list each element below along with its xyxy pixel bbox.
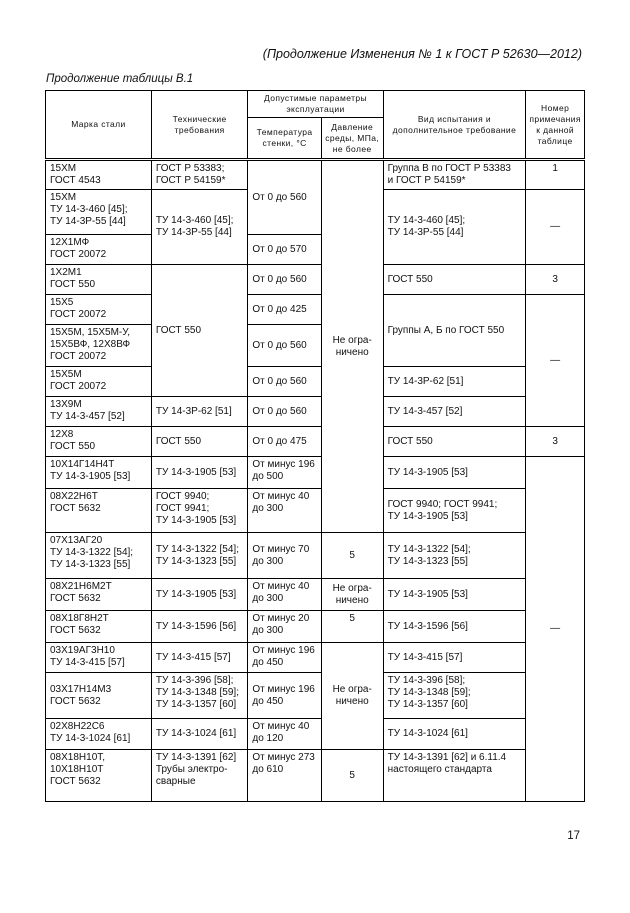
cell-line: 08Х21Н6М2Т [50, 581, 112, 592]
cell-test-type [383, 673, 526, 719]
cell-line: Трубы электро- [155, 764, 228, 775]
cell-line: ТУ 14-3-1348 [59]; [387, 687, 471, 698]
cell-note [526, 295, 585, 427]
cell-line: ГОСТ 4543 [50, 175, 101, 186]
cell-line: ТУ 14-3-1596 [56] [155, 620, 237, 632]
cell-line: ГОСТ 20072 [50, 249, 107, 260]
cell-line: 02Х8Н22С6 [50, 721, 105, 732]
header-test-type: Вид испытания и дополнительное требование [383, 91, 526, 160]
cell-tech [151, 750, 247, 802]
cell-line: От минус 40 [252, 491, 310, 502]
cell-grade [46, 750, 152, 802]
cell-temperature [248, 235, 321, 265]
cell-temperature [248, 533, 321, 579]
cell-line: 08Х22Н6Т [50, 491, 98, 502]
cell-line: От минус 196 [252, 683, 315, 695]
cell-line: От минус 196 [252, 645, 315, 656]
cell-line: ТУ 14-3Р-55 [44] [50, 216, 126, 227]
cell-line: 15Х5 [50, 297, 74, 308]
cell-line: — [550, 623, 561, 634]
cell-temperature [248, 643, 321, 673]
cell-line: 3 [552, 435, 558, 447]
cell-line: ТУ 14-3Р-62 [51] [155, 405, 232, 417]
cell-line: ТУ 14-3-1391 [62] [155, 752, 237, 763]
cell-temperature [248, 611, 321, 643]
cell-line: ГОСТ 5632 [50, 503, 101, 514]
cell-grade [46, 190, 152, 235]
cell-line: ТУ 14-3-460 [45]; [387, 215, 466, 226]
cell-pressure [321, 611, 383, 643]
cell-line: до 300 [252, 555, 284, 567]
cell-line: ТУ 14-3-460 [45]; [50, 204, 128, 215]
cell-tech [151, 719, 247, 750]
header-note-number: Номер примечания к данной таблице [526, 91, 585, 160]
cell-line: 07Х13АГ20 [50, 535, 103, 546]
cell-line: От 0 до 560 [252, 273, 307, 285]
cell-line: — [550, 354, 561, 366]
cell-line: ТУ 14-3-415 [57] [50, 657, 125, 668]
cell-line: 15Х5М, 15Х5М-У, [50, 327, 131, 338]
cell-note [526, 427, 585, 457]
cell-line: ТУ 14-3-1357 [60] [155, 699, 237, 710]
cell-line: ТУ 14-3-1322 [54]; [50, 547, 134, 558]
cell-pressure [321, 643, 383, 750]
cell-line: 12Х1МФ [50, 237, 90, 248]
cell-tech [151, 611, 247, 643]
cell-temperature [248, 673, 321, 719]
cell-note [526, 265, 585, 295]
cell-temperature [248, 295, 321, 325]
cell-grade [46, 265, 152, 295]
cell-line: ТУ 14-3-1024 [61] [50, 733, 131, 744]
cell-tech [151, 427, 247, 457]
cell-line: ТУ 14-3-1024 [61] [155, 728, 237, 739]
cell-line: От минус 20 [252, 613, 310, 624]
cell-line: От 0 до 475 [252, 435, 307, 447]
cell-line: до 500 [252, 471, 284, 482]
cell-line: ТУ 14-3-460 [45]; [155, 215, 234, 226]
cell-line: ТУ 14-3-1391 [62] и 6.11.4 [387, 752, 507, 763]
cell-line: и ГОСТ Р 54159* [387, 175, 466, 186]
cell-line: ГОСТ Р 54159* [155, 175, 226, 186]
cell-line: ТУ 14-3-1323 [55] [155, 555, 237, 567]
cell-line: Не огра- [332, 582, 372, 594]
cell-grade [46, 457, 152, 489]
cell-line: 3 [552, 273, 558, 285]
cell-line: От 0 до 560 [252, 375, 307, 387]
cell-line: ничено [335, 594, 369, 606]
cell-line: ничено [335, 346, 369, 358]
cell-tech [151, 397, 247, 427]
cell-line: ГОСТ 550 [155, 324, 201, 336]
cell-line: 08Х18Г8Н2Т [50, 613, 109, 624]
cell-line: ТУ 14-3-1905 [53] [387, 510, 468, 522]
cell-grade [46, 325, 152, 367]
cell-line: От 0 до 425 [252, 303, 307, 315]
cell-line: до 610 [252, 764, 284, 775]
cell-line: ТУ 14-3-1357 [60] [387, 699, 468, 710]
cell-line: ТУ 14-3-1322 [54]; [387, 543, 471, 555]
cell-line: ГОСТ 5632 [50, 625, 101, 636]
cell-line: ТУ 14-3-396 [58]; [155, 675, 234, 686]
cell-line: 03Х19АГ3Н10 [50, 645, 115, 656]
cell-line: ТУ 14-3-1348 [59]; [155, 687, 239, 698]
cell-temperature [248, 750, 321, 802]
cell-test-type [383, 457, 526, 489]
cell-line: 12Х8 [50, 429, 74, 440]
cell-line: От 0 до 560 [252, 191, 307, 203]
cell-test-type [383, 489, 526, 533]
cell-grade [46, 673, 152, 719]
cell-line: ТУ 14-3-1024 [61] [387, 728, 468, 739]
cell-grade [46, 367, 152, 397]
cell-test-type [383, 611, 526, 643]
cell-temperature [248, 579, 321, 611]
cell-line: ТУ 14-3-1905 [53] [155, 588, 237, 600]
cell-pressure [321, 160, 383, 533]
cell-line: ТУ 14-3-1905 [53] [155, 515, 237, 526]
cell-line: до 120 [252, 733, 284, 744]
cell-line: настоящего стандарта [387, 764, 492, 775]
cell-temperature [248, 325, 321, 367]
cell-line: ГОСТ 9940; [155, 491, 210, 502]
cell-test-type [383, 533, 526, 579]
cell-tech [151, 533, 247, 579]
cell-line: От минус 196 [252, 459, 315, 470]
cell-test-type [383, 160, 526, 190]
cell-note [526, 457, 585, 802]
cell-line: Не огра- [332, 684, 372, 695]
cell-line: 15ХМ [50, 163, 77, 174]
cell-line: ГОСТ 5632 [50, 776, 101, 787]
cell-tech [151, 673, 247, 719]
cell-line: От 0 до 570 [252, 243, 307, 255]
cell-line: ТУ 14-3-1905 [53] [50, 471, 131, 482]
cell-line: до 450 [252, 695, 284, 707]
cell-line: Группы А, Б по ГОСТ 550 [387, 324, 505, 336]
cell-line: 03Х17Н14М3 [50, 683, 112, 695]
cell-line: ТУ 14-3-457 [52] [387, 405, 463, 417]
cell-line: ничено [335, 696, 369, 707]
cell-grade [46, 489, 152, 533]
cell-grade [46, 719, 152, 750]
cell-note [526, 160, 585, 190]
cell-test-type [383, 750, 526, 802]
cell-line: От 0 до 560 [252, 405, 307, 417]
cell-temperature [248, 367, 321, 397]
cell-test-type [383, 719, 526, 750]
header-technical-requirements: Технические требования [151, 91, 247, 160]
cell-line: до 300 [252, 593, 284, 604]
cell-line: ГОСТ 9940; ГОСТ 9941; [387, 498, 498, 510]
page-number: 17 [567, 830, 580, 842]
cell-test-type [383, 397, 526, 427]
cell-line: 15Х5ВФ, 12Х8ВФ [50, 339, 131, 350]
steel-grades-table [45, 90, 585, 802]
cell-line: ГОСТ 20072 [50, 381, 107, 392]
cell-grade [46, 579, 152, 611]
cell-line: до 300 [252, 625, 284, 636]
table-caption: Продолжение таблицы В.1 [46, 73, 194, 85]
cell-line: Группа В по ГОСТ Р 53383 [387, 163, 511, 174]
cell-line: до 450 [252, 657, 284, 668]
cell-tech [151, 643, 247, 673]
cell-line: ТУ 14-3-1905 [53] [387, 466, 468, 478]
cell-tech [151, 489, 247, 533]
cell-line: ГОСТ 550 [387, 273, 433, 285]
cell-note [526, 190, 585, 265]
cell-line: ГОСТ 550 [155, 435, 201, 447]
cell-line: От минус 40 [252, 581, 310, 592]
cell-line: От минус 70 [252, 543, 310, 555]
cell-line: Не огра- [332, 334, 372, 346]
cell-test-type [383, 190, 526, 265]
cell-pressure [321, 750, 383, 802]
cell-temperature [248, 427, 321, 457]
cell-line: 15ХМ [50, 192, 77, 203]
cell-temperature [248, 489, 321, 533]
cell-line: ГОСТ 5632 [50, 695, 101, 707]
cell-grade [46, 397, 152, 427]
cell-grade [46, 427, 152, 457]
cell-grade [46, 235, 152, 265]
cell-test-type [383, 427, 526, 457]
cell-line: ТУ 14-3-1905 [53] [387, 588, 468, 600]
cell-tech [151, 457, 247, 489]
cell-line: ГОСТ 550 [50, 441, 96, 452]
cell-line: ТУ 14-3Р-55 [44] [155, 227, 232, 238]
cell-line: 15Х5М [50, 369, 82, 380]
cell-test-type [383, 265, 526, 295]
cell-line: ТУ 14-3Р-62 [51] [387, 375, 464, 387]
cell-grade [46, 643, 152, 673]
cell-line: 10Х14Г14Н4Т [50, 459, 115, 470]
cell-temperature [248, 397, 321, 427]
cell-line: ГОСТ 5632 [50, 593, 101, 604]
cell-tech [151, 579, 247, 611]
cell-line: 5 [349, 549, 355, 561]
cell-line: 1Х2М1 [50, 267, 82, 278]
cell-test-type [383, 367, 526, 397]
cell-temperature [248, 719, 321, 750]
cell-line: ГОСТ 9941; [155, 503, 210, 514]
cell-line: 08Х18Н10Т, [50, 752, 106, 763]
cell-line: ТУ 14-3-1596 [56] [387, 620, 468, 632]
cell-line: ТУ 14-3-1323 [55] [50, 559, 131, 570]
document-header-note: (Продолжение Изменения № 1 к ГОСТ Р 52630—2012) [262, 47, 582, 61]
cell-line: ГОСТ 20072 [50, 309, 107, 320]
cell-test-type [383, 295, 526, 367]
cell-temperature [248, 457, 321, 489]
cell-line: ТУ 14-3-1905 [53] [155, 466, 237, 478]
cell-line: ТУ 14-3Р-55 [44] [387, 227, 464, 238]
cell-temperature [248, 265, 321, 295]
cell-line: ТУ 14-3-1322 [54]; [155, 543, 239, 555]
cell-line: От минус 40 [252, 721, 310, 732]
cell-line: до 300 [252, 503, 284, 514]
cell-line: От минус 273 [252, 752, 315, 763]
cell-line: ТУ 14-3-415 [57] [155, 651, 231, 663]
cell-line: ГОСТ 550 [387, 435, 433, 447]
cell-line: ГОСТ 20072 [50, 351, 107, 362]
cell-line: 5 [349, 613, 355, 624]
cell-line: От 0 до 560 [252, 339, 307, 351]
cell-pressure [321, 579, 383, 611]
header-wall-temperature: Температура стенки, °С [248, 118, 321, 160]
cell-grade [46, 295, 152, 325]
cell-line: 1 [552, 163, 558, 174]
cell-pressure [321, 533, 383, 579]
cell-line: 10Х18Н10Т [50, 764, 104, 775]
cell-tech [151, 160, 247, 190]
cell-test-type [383, 579, 526, 611]
cell-tech [151, 190, 247, 265]
cell-line: ГОСТ 550 [50, 279, 96, 290]
cell-line: ТУ 14-3-415 [57] [387, 651, 463, 663]
cell-line: 13Х9М [50, 399, 82, 410]
header-grade: Марка стали [46, 91, 152, 160]
cell-grade [46, 160, 152, 190]
cell-test-type [383, 643, 526, 673]
cell-line: 5 [349, 769, 355, 781]
cell-grade [46, 533, 152, 579]
cell-line: ТУ 14-3-1323 [55] [387, 555, 468, 567]
cell-line: сварные [155, 776, 196, 787]
cell-tech [151, 265, 247, 397]
cell-line: — [550, 221, 561, 232]
cell-line: ГОСТ Р 53383; [155, 163, 225, 174]
cell-line: ТУ 14-3-457 [52] [50, 411, 125, 422]
cell-grade [46, 611, 152, 643]
cell-line: ТУ 14-3-396 [58]; [387, 675, 466, 686]
header-pressure: Давление среды, МПа, не более [321, 118, 383, 160]
cell-temperature [248, 160, 321, 235]
header-allowed-parameters: Допустимые параметры эксплуатации [248, 91, 383, 118]
